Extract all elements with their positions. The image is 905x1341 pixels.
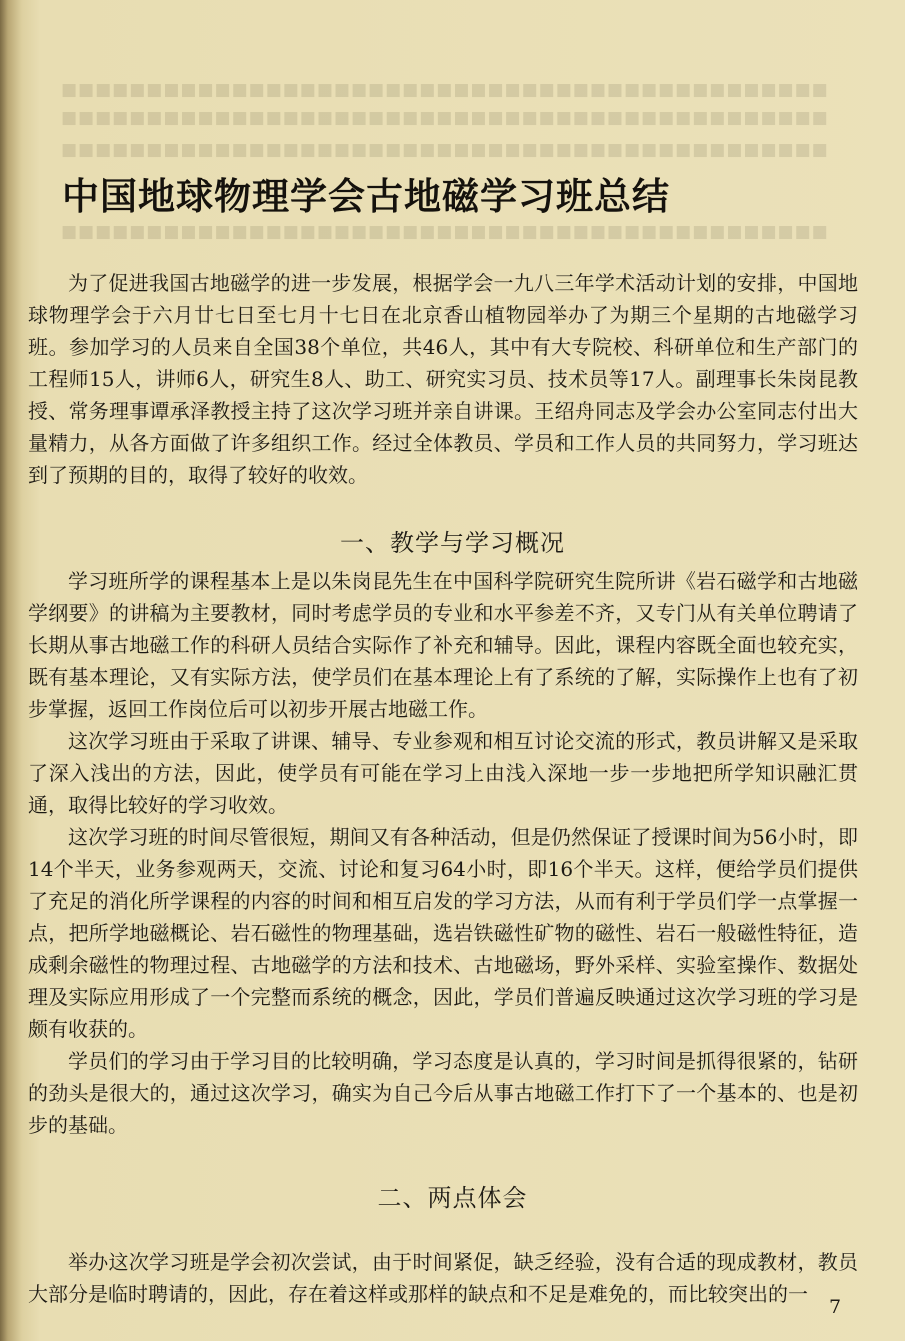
section-heading-reflections: 二、两点体会 [377, 1184, 528, 1212]
show-through-texture: ■■■■■■■■■■■■■■■■■■■■■■■■■■■■■■■■■■■■■■■■■■■■■ [60, 140, 828, 160]
section1-paragraph: 学习班所学的课程基本上是以朱岗昆先生在中国科学院研究生院所讲《岩石磁学和古地磁学纲要》的讲稿为主要教材，同时考虑学员的专业和水平参差不齐，又专门从有关单位聘请了长期从事古地磁工作的科研人员结合实际作了补充和辅导。因此，课程内容既全面也较充实，既有基本理论，又有实际方法，使学员们在基本理论上有了系统的了解，实际操作上也有了初步掌握，返回工作岗位后可以初步开展古地磁工作。 [28, 569, 858, 721]
intro-paragraph-block [28, 267, 858, 491]
section2-body [28, 1246, 858, 1310]
section1-paragraph: 这次学习班的时间尽管很短，期间又有各种活动，但是仍然保证了授课时间为56小时，即14个半天，业务参观两天，交流、讨论和复习64小时，即16个半天。这样，便给学员们提供了充足的消化所学课程的内容的时间和相互启发的学习方法，从而有利于学员们学一点掌握一点，把所学地磁概论、岩石磁性的物理基础，选岩铁磁性矿物的磁性、岩石一般磁性特征，造成剩余磁性的物理过程、古地磁学的方法和技术、古地磁场，野外采样、实验室操作、数据处理及实际应用形成了一个完整而系统的概念，因此，学员们普遍反映通过这次学习班的学习是颇有收获的。 [28, 825, 858, 1041]
section1-paragraph: 学员们的学习由于学习目的比较明确，学习态度是认真的，学习时间是抓得很紧的，钻研的劲头是很大的，通过这次学习，确实为自己今后从事古地磁工作打下了一个基本的、也是初步的基础。 [28, 1049, 858, 1137]
section1-paragraph: 这次学习班由于采取了讲课、辅导、专业参观和相互讨论交流的形式，教员讲解又是采取了深入浅出的方法，因此，使学员有可能在学习上由浅入深地一步一步地把所学知识融汇贯通，取得比较好的学习收效。 [28, 729, 858, 817]
document-title: 中国地球物理学会古地磁学习班总结 [62, 174, 670, 218]
section2-paragraph: 举办这次学习班是学会初次尝试，由于时间紧促，缺乏经验，没有合适的现成教材，教员大部分是临时聘请的，因此，存在着这样或那样的缺点和不足是难免的，而比较突出的一 [28, 1250, 858, 1306]
section1-body [28, 565, 858, 1141]
show-through-texture: ■■■■■■■■■■■■■■■■■■■■■■■■■■■■■■■■■■■■■■■■■■■■■ [60, 80, 828, 100]
show-through-texture: ■■■■■■■■■■■■■■■■■■■■■■■■■■■■■■■■■■■■■■■■■■■■■ [60, 222, 828, 242]
section-heading-teaching: 一、教学与学习概况 [340, 529, 565, 557]
intro-paragraph: 为了促进我国古地磁学的进一步发展，根据学会一九八三年学术活动计划的安排，中国地球物理学会于六月廿七日至七月十七日在北京香山植物园举办了为期三个星期的古地磁学习班。参加学习的人员来自全国38个单位，共46人，其中有大专院校、科研单位和生产部门的工程师15人，讲师6人，研究生8人、助工、研究实习员、技术员等17人。副理事长朱岗昆教授、常务理事谭承泽教授主持了这次学习班并亲自讲课。王绍舟同志及学会办公室同志付出大量精力，从各方面做了许多组织工作。经过全体教员、学员和工作人员的共同努力，学习班达到了预期的目的，取得了较好的收效。 [28, 271, 858, 487]
show-through-texture: ■■■■■■■■■■■■■■■■■■■■■■■■■■■■■■■■■■■■■■■■■■■■■ [60, 108, 828, 128]
page-number: 7 [829, 1296, 842, 1318]
